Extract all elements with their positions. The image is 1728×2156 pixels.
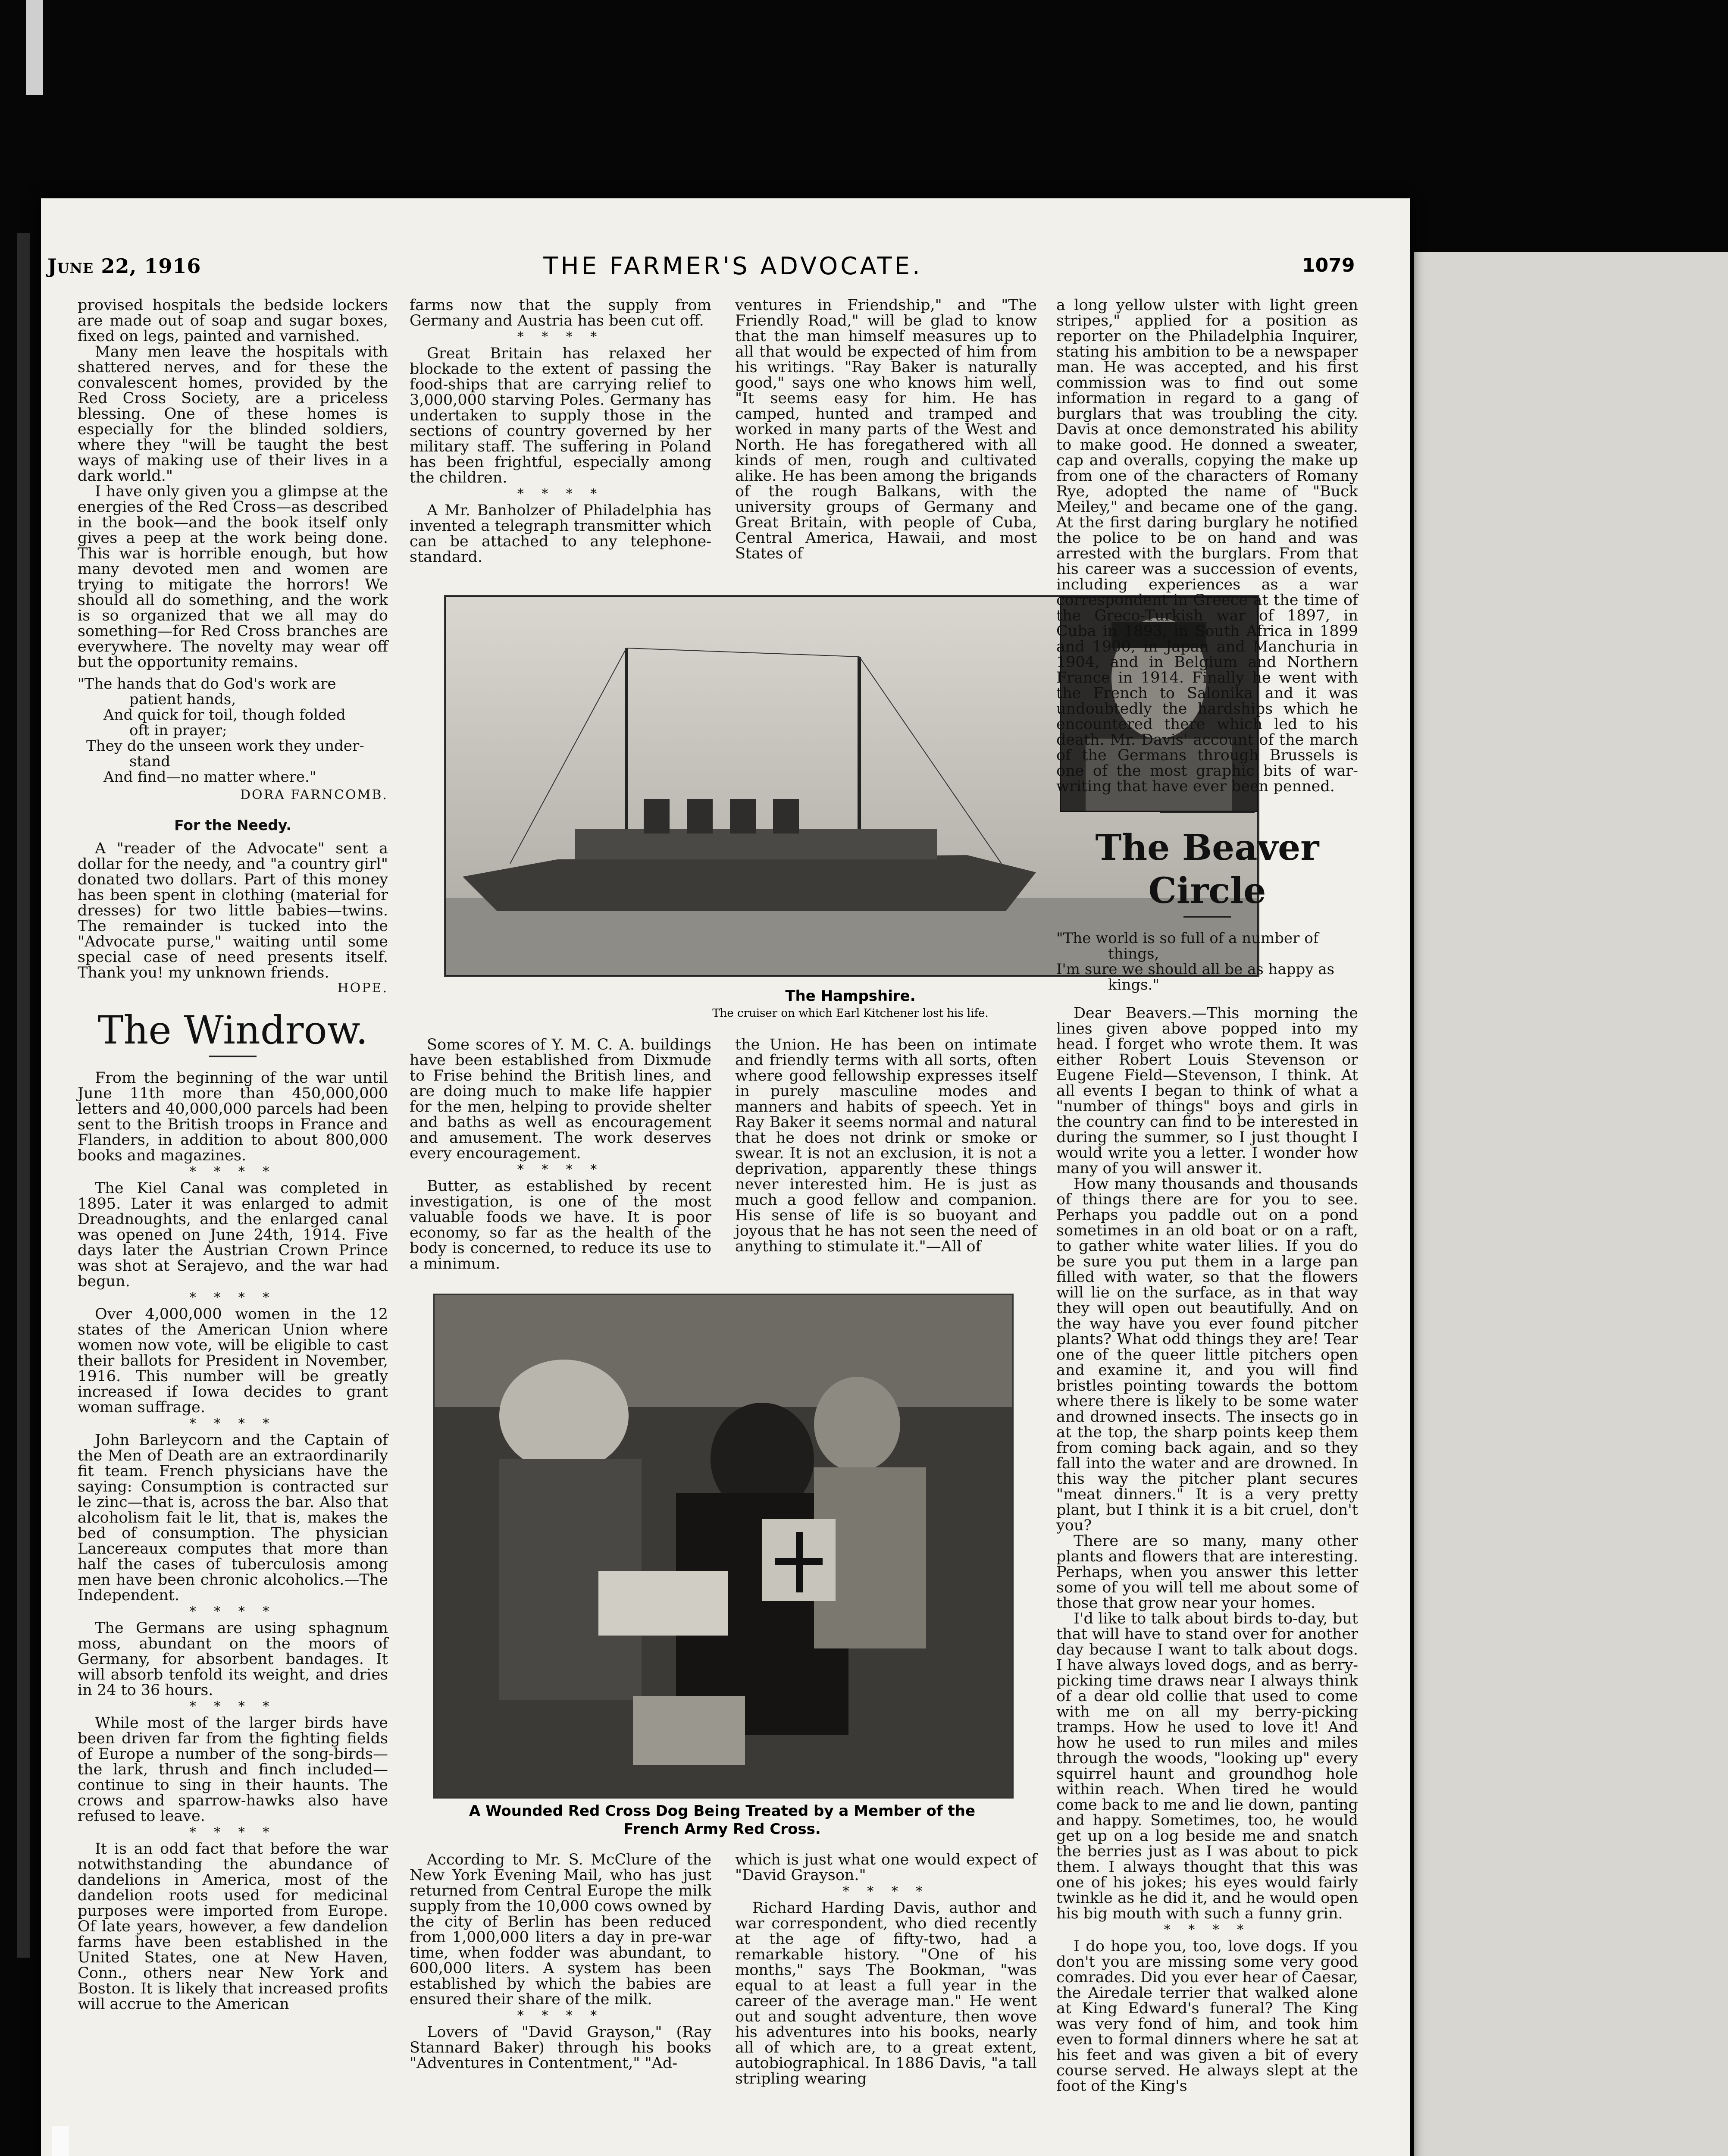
section-heading-windrow: The Windrow. bbox=[97, 1008, 368, 1053]
section-break: * * * * bbox=[189, 1416, 276, 1431]
section-break: * * * * bbox=[189, 1604, 276, 1619]
hampshire-caption: The cruiser on which Earl Kitchener lost his life. bbox=[712, 1007, 989, 1020]
section-break: * * * * bbox=[517, 1162, 604, 1177]
section-break: * * * * bbox=[189, 1825, 276, 1840]
poem-line: "The world is so full of a number of bbox=[1056, 930, 1319, 947]
section-break: * * * * bbox=[189, 1699, 276, 1714]
author-signature: HOPE. bbox=[337, 981, 388, 996]
section-heading-needy: For the Needy. bbox=[174, 817, 291, 834]
poem-line: stand bbox=[129, 753, 171, 770]
body-paragraph: From the beginning of the war until June 11th more than 450,000,000 letters and 40,000,000 parcels had been sent to the British troops in France and Flanders, in addition to about 800,000 books and magazines. bbox=[78, 1069, 388, 1164]
poem-line: things, bbox=[1108, 945, 1159, 962]
poem bbox=[78, 676, 388, 785]
dog-caption-line-2: French Army Red Cross. bbox=[623, 1821, 821, 1838]
body-paragraph: Some scores of Y. M. C. A. buildings have been established from Dixmude to Frise behind the British lines, and are doing much to make life happier for the men, helping to provide shelter and baths as well as encouragement and amusement. The work deserves every encouragement. bbox=[410, 1036, 711, 1162]
section-break: * * * * bbox=[517, 329, 604, 345]
body-paragraph: Dear Beavers.—This morning the lines given above popped into my head. I forget who wrote them. It was either Robert Louis Stevenson or Eugene Field—Stevenson, I think. At all events I began to think of what a "number of things" boys and girls in the country can find to be interested in during the summer, so I just thought I would write you a letter. I wonder how many of you will answer it. bbox=[1056, 1005, 1358, 1177]
scan-edge-strip bbox=[26, 0, 43, 95]
column-2-middle bbox=[410, 1037, 711, 1272]
body-paragraph: I do hope you, too, love dogs. If you don't you are missing some very good comrades. Did you ever hear of Caesar, the Airedale terrier that walked alone at King Edward's funeral? The King was very fond of him, and took him even to formal dinners where he sat at his feet and was given a bit of every course served. He always slept at the foot of the King's bbox=[1056, 1938, 1358, 2095]
body-paragraph: provised hospitals the bedside lockers are made out of soap and sugar boxes, fixed on legs, painted and varnished. bbox=[78, 297, 388, 345]
body-paragraph: which is just what one would expect of "David Grayson." bbox=[735, 1851, 1037, 1884]
poem-line: They do the unseen work they under- bbox=[86, 737, 364, 755]
poem-line: oft in prayer; bbox=[129, 722, 227, 739]
column-1 bbox=[78, 298, 388, 2012]
poem-line: "The hands that do God's work are bbox=[78, 675, 336, 693]
poem-line: kings." bbox=[1108, 976, 1160, 993]
column-2-top bbox=[410, 298, 711, 565]
column-3-top bbox=[735, 298, 1037, 561]
heading-rule bbox=[209, 1056, 257, 1057]
body-paragraph: How many thousands and thousands of things there are for you to see. Perhaps you paddle out on a pond sometimes in an old boat or on a raft, to gather white water lilies. If you do be sure you put them in a large pan filled with water, so that the flowers will lie on the surface, as in that way they will open out beautifully. And on the way have you ever found pitcher plants? What odd things they are! Tear one of the queer little pitchers open and examine it, and you will find bristles pointing towards the bottom where there is likely to be some water and drowned insects. The insects go in at the top, the sharp points keep them from coming back again, and so they fall into the water and are drowned. In this way the pitcher plant secures "meat dinners." It is a very pretty plant, but I think it is a bit cruel, don't you? bbox=[1056, 1175, 1358, 1534]
section-break: * * * * bbox=[189, 1164, 276, 1179]
body-paragraph: It is an odd fact that before the war notwithstanding the abundance of dandelions in America, most of the dandelion roots used for medicinal purposes were imported from Europe. Of late years, however, a few dandelion farms have been established in the United States, one at New Haven, Conn., others near New York and Boston. It is likely that increased profits will accrue to the American bbox=[78, 1840, 388, 2013]
column-3-bottom bbox=[735, 1852, 1037, 2087]
heading-rule bbox=[1183, 916, 1231, 918]
publication-title: THE FARMER'S ADVOCATE. bbox=[543, 252, 923, 280]
column-3-middle bbox=[735, 1037, 1037, 1254]
poem-line: patient hands, bbox=[129, 691, 236, 708]
body-paragraph: The Kiel Canal was completed in 1895. Later it was enlarged to admit Dreadnoughts, and the enlarged canal was opened on June 24th, 1914. Five days later the Austrian Crown Prince was shot at Serajevo, and the war had begun. bbox=[78, 1180, 388, 1290]
body-paragraph: John Barleycorn and the Captain of the Men of Death are an extraordinarily fit team. French physicians have the saying: Consumption is contracted sur le zinc—that is, across the bar. Also that alcoholism fait le lit, that is, makes the bed of consumption. The physician Lancereaux computes that more than half the cases of tuberculosis among men have been chronic alcoholics.—The Independent. bbox=[78, 1432, 388, 1604]
section-break: * * * * bbox=[189, 1290, 276, 1305]
body-paragraph: Lovers of "David Grayson," (Ray Stannard Baker) through his books "Adventures in Contentment," "Ad- bbox=[410, 2024, 711, 2072]
hampshire-caption-title: The Hampshire. bbox=[785, 987, 916, 1005]
section-break: * * * * bbox=[517, 2008, 604, 2023]
body-paragraph: Butter, as established by recent investigation, is one of the most valuable foods we have. It is poor economy, so far as the health of the body is concerned, to reduce its use to a minimum. bbox=[410, 1178, 711, 1272]
previous-page-edge bbox=[17, 233, 30, 1958]
dog-treatment-illustration bbox=[435, 1295, 1012, 1797]
body-paragraph: Richard Harding Davis, author and war correspondent, who died recently at the age of fifty-two, had a remarkable history. "One of his months," says The Bookman, "was equal to at least a full year in the career of the average man." He went out and sought adventure, then wove his adventures into his books, nearly all of which are, to a great extent, autobiographical. In 1886 Davis, "a tall stripling wearing bbox=[735, 1899, 1037, 2087]
body-paragraph: ventures in Friendship," and "The Friendly Road," will be glad to know that the man himself measures up to all that would be expected of him from his writings. "Ray Baker is naturally good," says one who knows him well, "It seems easy for him. He has camped, hunted and tramped and worked in many parts of the West and North. He has foregathered with all kinds of men, rough and cultivated alike. He has been among the brigands of the rough Balkans, with the university groups of Germany and Great Britain, with people of Cuba, Central America, Hawaii, and most States of bbox=[735, 297, 1037, 562]
body-paragraph: A Mr. Banholzer of Philadelphia has invented a telegraph transmitter which can be attached to any telephone-standard. bbox=[410, 502, 711, 566]
column-4 bbox=[1056, 298, 1358, 2094]
body-paragraph: Great Britain has relaxed her blockade to the extent of passing the food-ships that are carrying relief to 3,000,000 starving Poles. Germany has undertaken to supply those in the sections of country governed by her military staff. The suffering in Poland has been frightful, especially among the children. bbox=[410, 345, 711, 486]
author-signature: DORA FARNCOMB. bbox=[240, 787, 388, 802]
next-page-edge bbox=[1414, 252, 1728, 2156]
body-paragraph: Many men leave the hospitals with shattered nerves, and for these the convalescent homes, provided by the Red Cross Society, are a priceless blessing. One of these homes is especially for the blinded soldiers, where they "will be taught the best ways of making use of their lives in a dark world." bbox=[78, 343, 388, 485]
body-paragraph: The Germans are using sphagnum moss, abundant on the moors of Germany, for absorbent bandages. It will absorb tenfold its weight, and dries in 24 to 36 hours. bbox=[78, 1620, 388, 1699]
column-2-bottom bbox=[410, 1852, 711, 2071]
red-cross-dog-photo bbox=[433, 1294, 1014, 1799]
section-break: * * * * bbox=[517, 486, 604, 501]
body-paragraph: I have only given you a glimpse at the energies of the Red Cross—as described in the book—and the book itself only gives a peep at the work being done. This war is horrible enough, but how many devoted men and women are trying to mitigate the horrors! We should all do something, and the work is so organized that we all may do something—for Red Cross branches are everywhere. The novelty may wear off but the opportunity remains. bbox=[78, 483, 388, 671]
body-paragraph: the Union. He has been on intimate and friendly terms with all sorts, often where good fellowship expresses itself in purely masculine modes and manners and habits of speech. Yet in Ray Baker it seems normal and natural that he does not drink or smoke or swear. It is not an exclusion, it is not a deprivation, apparently these things never interested him. He is just as much a good fellow and companion. His sense of life is so buoyant and joyous that he has not seen the need of anything to stimulate it."—All of bbox=[735, 1036, 1037, 1255]
body-paragraph: According to Mr. S. McClure of the New York Evening Mail, who has just returned from Central Europe the milk supply from the 10,000 cows owned by the city of Berlin has been reduced from 1,000,000 liters a day in pre-war time, when fodder was abundant, to 600,000 liters. A system has been established by which the babies are ensured their share of the milk. bbox=[410, 1851, 711, 2008]
dog-caption-line-1: A Wounded Red Cross Dog Being Treated by a Member of the bbox=[469, 1802, 975, 1820]
body-paragraph: farms now that the supply from Germany and Austria has been cut off. bbox=[410, 297, 711, 329]
body-paragraph: a long yellow ulster with light green stripes," applied for a position as reporter on the Philadelphia Inquirer, stating his ambition to be a newspaper man. He was accepted, and his first commission was to find out some information in regard to a gang of burglars that was troubling the city. Davis at once demonstrated his ability to make good. He donned a sweater, cap and overalls, copying the make up from one of the characters of Romany Rye, adopted the name of "Buck Meiley," and became one of the gang. At the first daring burglary he notified the police to be on hand and was arrested with the burglars. From that his career was a succession of events, including experiences as a war correspondent in Greece at the time of the Greco-Turkish war of 1897, in Cuba in 1893, in South Africa in 1899 and 1900, in Japan and Manchuria in 1904, and in Belgium and Northern France in 1914. Finally he went with the French to Salonika and it was undoubtedly the hardships which he encountered there which led to his death. Mr. Davis' account of the march of the Germans through Brussels is one of the most graphic bits of war-writing that have ever been penned. bbox=[1056, 297, 1358, 795]
body-paragraph: I'd like to talk about birds to-day, but that will have to stand over for another day because I want to talk about dogs. I have always loved dogs, and as berry-picking time draws near I always think of a dear old collie that used to come with me on all my berry-picking tramps. How he used to love it! And how he used to run miles and miles through the woods, "looking up" every squirrel haunt and groundhog hole within reach. When tired he would come back to me and lie down, panting and happy. Sometimes, too, he would get up on a log beside me and snatch the berries just as I was about to pick them. I always thought that this was one of his jokes; his eyes would fairly twinkle as he did it, and he would open his big mouth with such a funny grin. bbox=[1056, 1610, 1358, 1922]
poem-line: I'm sure we should all be as happy as bbox=[1056, 961, 1335, 978]
poem-line: And quick for toil, though folded bbox=[103, 706, 346, 724]
section-heading-beaver-circle: The Beaver Circle bbox=[1095, 827, 1319, 912]
binding-mark bbox=[52, 2126, 69, 2156]
beaver-poem bbox=[1056, 931, 1358, 993]
section-break: * * * * bbox=[1164, 1922, 1251, 1937]
section-rule bbox=[1160, 812, 1255, 813]
issue-date: June 22, 1916 bbox=[47, 254, 201, 278]
poem-line: And find—no matter where." bbox=[103, 768, 316, 786]
section-break: * * * * bbox=[842, 1884, 930, 1899]
body-paragraph: A "reader of the Advocate" sent a dollar for the needy, and "a country girl" donated two dollars. Part of this money has been spent in clothing (material for dresses) for two little babies—twins. The remainder is tucked into the "Advocate purse," waiting until some special case of need presents itself. Thank you! my unknown friends. bbox=[78, 840, 388, 981]
body-paragraph: While most of the larger birds have been driven far from the fighting fields of Europe a number of the song-birds—the lark, thrush and finch included—continue to sing in their haunts. The crows and sparrow-hawks also have refused to leave. bbox=[78, 1714, 388, 1825]
body-paragraph: There are so many, many other plants and flowers that are interesting. Perhaps, when you answer this letter some of you will tell me about some of those that grow near your homes. bbox=[1056, 1532, 1358, 1612]
body-paragraph: Over 4,000,000 women in the 12 states of the American Union where women now vote, will be eligible to cast their ballots for President in November, 1916. This number will be greatly increased if Iowa decides to grant woman suffrage. bbox=[78, 1306, 388, 1416]
page-number: 1079 bbox=[1302, 254, 1355, 276]
